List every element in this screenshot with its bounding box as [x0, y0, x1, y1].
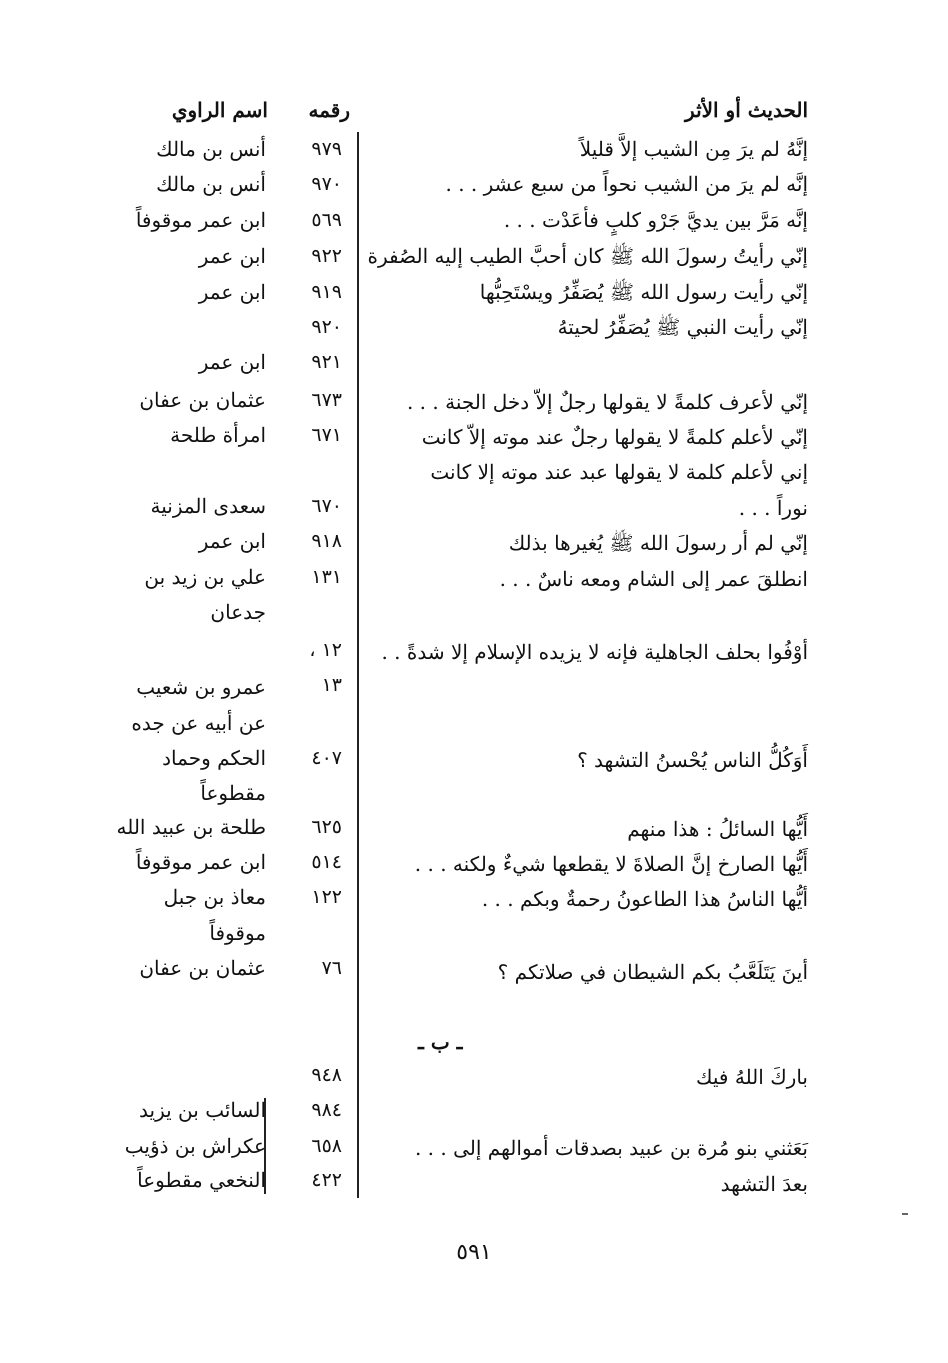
header-hadith-text: الحديث أو الأثر: [685, 98, 808, 122]
narrator-name: موقوفاً: [209, 921, 266, 945]
narrator-name: ابن عمر: [198, 244, 266, 268]
hadith-text: بعدَ التشهد: [720, 1172, 808, 1196]
narrator-name: ابن عمر موقوفاً: [135, 850, 266, 874]
hadith-text: أوْفُوا بحلف الجاهلية فإنه لا يزيده الإسلام إلا شدةً . .: [381, 640, 808, 664]
hadith-text: إنَّهُ لم يرَ مِن الشيب إلاَّ قليلاً: [579, 137, 808, 161]
narrator-name: عن أبيه عن جده: [131, 711, 266, 735]
narrator-name: ابن عمر: [198, 529, 266, 553]
hadith-number: ١٣: [321, 674, 342, 696]
scan-mark: [902, 1213, 908, 1215]
hadith-text: إنَّه لم يرَ من الشيب نحواً من سبع عشر . . .: [445, 172, 808, 196]
narrator-name: علي بن زيد بن: [144, 565, 266, 589]
hadith-number: ٦٥٨: [311, 1135, 342, 1157]
hadith-number: ٦٢٥: [311, 816, 342, 838]
narrator-name: أنس بن مالك: [156, 172, 266, 196]
hadith-text: نوراً . . .: [738, 496, 808, 520]
section-letter: ـ ب ـ: [418, 1030, 463, 1054]
hadith-text: أينَ يَتَلَعَّبُ بكم الشيطان في صلاتكم ؟: [497, 960, 808, 984]
hadith-text: إنّي رأيت النبي ﷺ يُصَفِّرُ لحيتهُ: [557, 315, 808, 339]
narrator-name: ابن عمر: [198, 350, 266, 374]
hadith-text: بَعَثني بنو مُرة بن عبيد بصدقات أموالهم إلى . . .: [414, 1136, 808, 1160]
hadith-text: أَيُّها الصارخ إنَّ الصلاةَ لا يقطعها شيءٌ ولكنه . . .: [414, 852, 808, 876]
narrator-name: السائب بن يزيد: [139, 1098, 266, 1122]
hadith-number: ٥١٤: [311, 851, 342, 873]
hadith-number: ١٢ ،: [309, 639, 342, 661]
hadith-text: انطلقَ عمر إلى الشام ومعه ناسٌ . . .: [499, 567, 808, 591]
narrator-name: ابن عمر: [198, 280, 266, 304]
hadith-number: ٦٧٠: [311, 495, 342, 517]
narrator-name: مقطوعاً: [200, 781, 266, 805]
hadith-number: ٩٨٤: [311, 1099, 342, 1121]
narrator-name: أنس بن مالك: [156, 137, 266, 161]
hadith-number: ٩٤٨: [311, 1064, 342, 1086]
hadith-text: باركَ اللهُ فيك: [696, 1065, 808, 1089]
narrator-name: عكراش بن ذؤيب: [124, 1134, 266, 1158]
hadith-number: ٦٧٣: [311, 389, 342, 411]
hadith-text: إنّي لأعرف كلمةً لا يقولها رجلٌ إلاّ دخل الجنة . . .: [406, 390, 808, 414]
narrator-name: طلحة بن عبيد الله: [116, 815, 266, 839]
page-number: ٥٩١: [456, 1240, 492, 1265]
narrator-name: معاذ بن جبل: [163, 885, 266, 909]
narrator-name: امرأة طلحة: [170, 423, 266, 447]
narrator-name: عثمان بن عفان: [139, 956, 266, 980]
narrator-name: جدعان: [210, 600, 266, 624]
hadith-number: ٩٢٢: [311, 245, 342, 267]
narrator-name: عمرو بن شعيب: [136, 675, 266, 699]
hadith-number: ٩٢١: [311, 351, 342, 373]
hadith-number: ٤٠٧: [311, 747, 342, 769]
hadith-number: ٩٢٠: [311, 316, 342, 338]
hadith-number: ٩١٩: [311, 281, 342, 303]
hadith-number: ٧٦: [321, 957, 342, 979]
hadith-number: ٩٧٠: [311, 173, 342, 195]
header-number: رقمه: [308, 98, 350, 122]
column-divider: [357, 132, 359, 1198]
header-narrator: اسم الراوي: [171, 98, 268, 122]
hadith-text: إنَّه مَرَّ بين يديَّ جَرْو كلبٍ فأعَدْت . . .: [503, 208, 808, 232]
hadith-number: ٩١٨: [311, 530, 342, 552]
hadith-text: إنّي لأعلم كلمةً لا يقولها رجلٌ عند موته إلاّ كانت: [421, 425, 808, 449]
narrator-name: ابن عمر موقوفاً: [135, 208, 266, 232]
hadith-text: إنّي رأيتُ رسولَ الله ﷺ كان أحبَّ الطيب إليه الصُفرة: [367, 244, 808, 268]
hadith-number: ٥٦٩: [311, 209, 342, 231]
hadith-text: إنّي رأيت رسول الله ﷺ يُصَفِّرُ ويسْتَحِبُّها: [479, 280, 808, 304]
narrator-name: الحكم وحماد: [162, 746, 266, 770]
hadith-number: ٤٢٢: [311, 1169, 342, 1191]
hadith-text: أَوَكُلُّ الناس يُحْسنُ التشهد ؟: [577, 748, 808, 772]
hadith-number: ٦٧١: [311, 424, 342, 446]
hadith-text: أيُّها الناسُ هذا الطاعونُ رحمةٌ وبكم . . .: [481, 887, 808, 911]
hadith-number: ١٣١: [311, 566, 342, 588]
hadith-text: إنّي لم أر رسولَ الله ﷺ يُغيرها بذلك: [508, 531, 808, 555]
narrator-name: سعدى المزنية: [150, 494, 266, 518]
hadith-text: أَيُّها السائلُ : هذا منهم: [627, 817, 808, 841]
hadith-number: ٩٧٩: [311, 138, 342, 160]
hadith-number: ١٢٢: [311, 886, 342, 908]
hadith-text: إني لأعلم كلمة لا يقولها عبد عند موته إلا كانت: [430, 460, 808, 484]
narrator-name: عثمان بن عفان: [139, 388, 266, 412]
narrator-name: النخعي مقطوعاً: [137, 1168, 266, 1192]
